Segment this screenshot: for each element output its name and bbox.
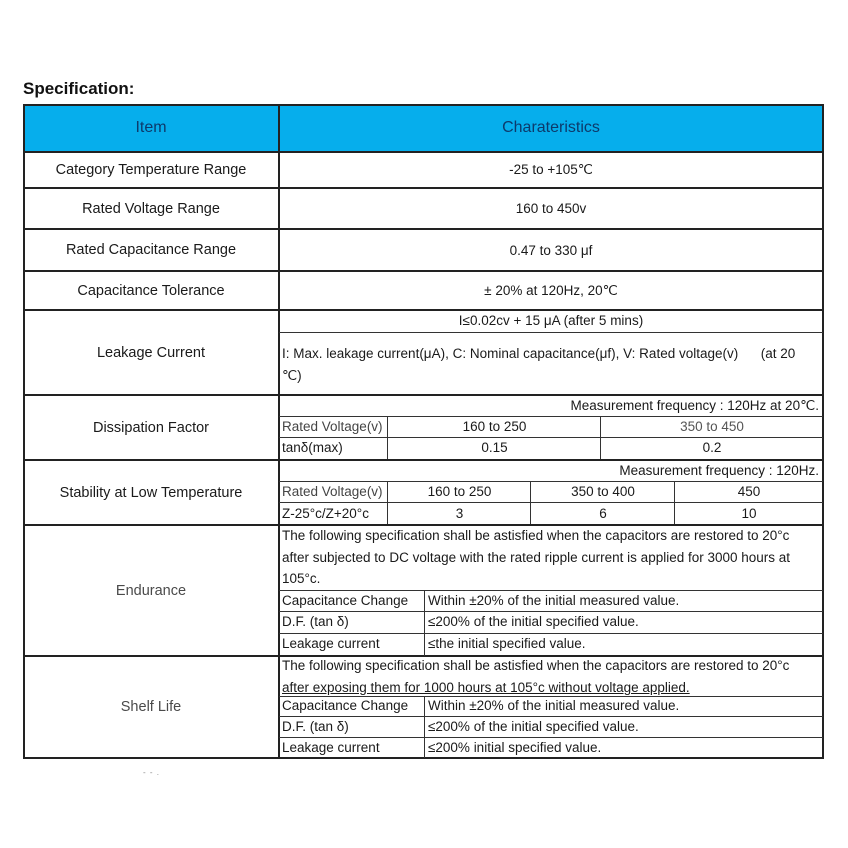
border-left [23, 104, 25, 759]
dissipation-voltage-2: 350 to 450 [680, 419, 744, 434]
item-rated-capacitance: Rated Capacitance Range [65, 242, 237, 258]
row-divider [23, 187, 823, 189]
shelf-value-leakage: ≤200% initial specified value. [428, 740, 602, 755]
row-divider [23, 309, 823, 311]
stability-value-1: 3 [455, 506, 464, 521]
item-stability-low-temp: Stability at Low Temperature [59, 484, 243, 501]
stability-label-impedance: Z-25°c/Z+20°c [282, 506, 369, 521]
border-bottom [23, 757, 823, 759]
endurance-text-line3: 105°c. [282, 571, 321, 586]
scan-artifact: - - . [143, 768, 160, 777]
stability-voltage-2: 350 to 400 [571, 484, 635, 499]
stability-measurement: Measurement frequency : 120Hz. [619, 463, 819, 478]
row-divider [23, 655, 823, 657]
sub-row-divider [279, 416, 823, 417]
endurance-text-line1: The following specification shall be astisfied when the capacitors are restored to 20°c [282, 528, 790, 543]
page-title: Specification: [23, 79, 135, 98]
shelf-value-capacitance: Within ±20% of the initial measured value. [428, 698, 680, 713]
row-divider [23, 151, 823, 153]
item-rated-voltage: Rated Voltage Range [82, 200, 220, 217]
column-divider [278, 104, 280, 759]
shelf-label-leakage: Leakage current [282, 740, 380, 755]
dissipation-measurement: Measurement frequency : 120Hz at 20℃. [570, 398, 819, 413]
sub-col-divider [674, 481, 675, 524]
endurance-text-line2: after subjected to DC voltage with the rated ripple current is applied for 3000 hours at [282, 550, 791, 565]
endurance-value-capacitance: Within ±20% of the initial measured value. [428, 593, 680, 608]
stability-value-2: 6 [599, 506, 607, 521]
value-temperature-range: -25 to +105℃ [509, 162, 593, 177]
sub-col-divider [387, 416, 388, 459]
endurance-value-df: ≤200% of the initial specified value. [428, 614, 639, 629]
row-divider [23, 524, 823, 526]
stability-value-3: 10 [741, 506, 757, 521]
specification-table [23, 104, 823, 759]
sub-col-divider [424, 590, 425, 656]
stability-voltage-3: 450 [737, 484, 761, 499]
sub-row-divider [279, 716, 823, 717]
header-item: Item [135, 119, 167, 136]
shelf-value-df: ≤200% of the initial specified value. [428, 719, 639, 734]
item-capacitance-tolerance: Capacitance Tolerance [77, 282, 225, 299]
sub-col-divider [387, 481, 388, 524]
shelf-label-df: D.F. (tan δ) [282, 719, 349, 734]
shelf-text-line2: after exposing them for 1000 hours at 105°c without voltage applied. [282, 680, 690, 695]
sub-row-divider [279, 481, 823, 482]
dissipation-value-1: 0.15 [481, 440, 508, 455]
endurance-label-df: D.F. (tan δ) [282, 614, 349, 629]
row-divider [23, 228, 823, 230]
shelf-text-line1: The following specification shall be astisfied when the capacitors are restored to 20°c [282, 658, 790, 673]
sub-row-divider [279, 696, 823, 697]
sub-row-divider [279, 611, 823, 612]
item-shelf-life: Shelf Life [120, 699, 182, 715]
border-top [23, 104, 823, 106]
sub-col-divider [530, 481, 531, 524]
endurance-value-leakage: ≤the initial specified value. [428, 636, 586, 651]
leakage-note-line2: ℃) [282, 368, 302, 383]
item-dissipation-factor: Dissipation Factor [92, 419, 210, 436]
header-characteristics: Charateristics [502, 119, 600, 136]
sub-row-divider [279, 437, 823, 438]
stability-label-voltage: Rated Voltage(v) [282, 484, 383, 499]
item-leakage-current: Leakage Current [96, 344, 205, 361]
sub-row-divider [279, 332, 823, 333]
row-divider [23, 459, 823, 461]
dissipation-value-2: 0.2 [702, 440, 722, 455]
border-right [822, 104, 824, 759]
sub-row-divider [279, 737, 823, 738]
endurance-label-leakage: Leakage current [282, 636, 380, 651]
leakage-note-line1: I: Max. leakage current(μA), C: Nominal capacitance(μf), V: Rated voltage(v) (at 20 [282, 346, 796, 361]
endurance-label-capacitance: Capacitance Change [282, 593, 409, 608]
dissipation-label-voltage: Rated Voltage(v) [282, 419, 383, 434]
sub-row-divider [279, 590, 823, 591]
stability-voltage-1: 160 to 250 [427, 484, 492, 499]
sub-col-divider [600, 416, 601, 459]
row-divider [23, 394, 823, 396]
item-temperature-range: Category Temperature Range [55, 162, 247, 178]
value-rated-capacitance: 0.47 to 330 μf [509, 242, 593, 258]
item-endurance: Endurance [115, 582, 187, 599]
sub-row-divider [279, 502, 823, 503]
leakage-formula: I≤0.02cv + 15 μA (after 5 mins) [458, 313, 644, 328]
sub-col-divider [424, 696, 425, 758]
value-capacitance-tolerance: ± 20% at 120Hz, 20℃ [484, 282, 618, 298]
value-rated-voltage: 160 to 450v [515, 201, 587, 216]
dissipation-label-tan: tanδ(max) [282, 440, 343, 455]
dissipation-voltage-1: 160 to 250 [462, 419, 527, 434]
shelf-label-capacitance: Capacitance Change [282, 698, 409, 713]
row-divider [23, 270, 823, 272]
sub-row-divider [279, 633, 823, 634]
